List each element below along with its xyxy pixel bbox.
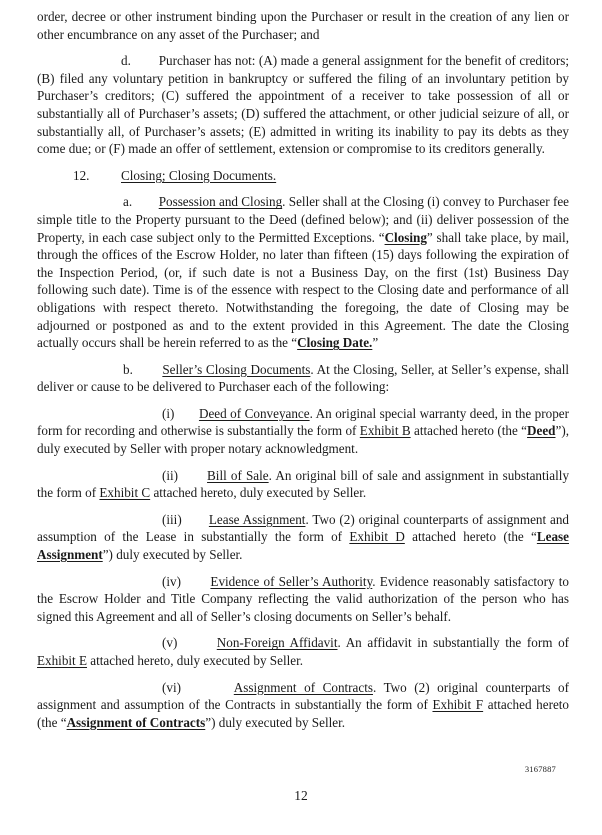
item-iv [37, 573, 569, 626]
paragraph-a-text-1: . Seller shall at the Closing (i) convey to Purchaser fee simple title to the Property pursuant to the Deed (defined below); and (ii) deliver possession of the Property, in each case subject only to the Permitted Exceptions. “ [37, 194, 569, 245]
exhibit-f-ref: Exhibit F [432, 697, 484, 713]
item-v [37, 634, 569, 669]
item-iv-text-1: . Evidence reasonably satisfactory to the Escrow Holder and Title Company reflecting the valid authorization of the person who has signed this Agreement and all of Seller’s closing documents on Seller’s behalf. [37, 573, 569, 624]
paragraph-continuation: order, decree or other instrument binding upon the Purchaser or result in the creation of any lien or other encumbrance on any asset of the Purchaser; and [37, 9, 569, 42]
exhibit-c-ref: Exhibit C [99, 485, 151, 501]
exhibit-e-ref: Exhibit E [37, 653, 88, 668]
defined-term-assignment-of-contracts: Assignment of Contracts [66, 714, 206, 730]
paragraph-a-text-2: ” shall take place, by mail, through the offices of the Escrow Holder, no later than fifteen (15) days following the expiration of the Inspection Period, (or, if such date is not a Business Day, on the first (1st) Business Day following such date). Time is of the essence with respect to the Closing date and performance of all obligations with respect thereto. Notwithstanding the foregoing, the date of Closing may be adjourned or postponed as and to the extent provided in this Agreement. The date the Closing actually occurs shall be herein referred to as the “ [37, 229, 569, 351]
item-ii-text-1: . An original bill of sale and assignment in substantially the form of [37, 467, 570, 501]
item-iv-number: (iv) [162, 573, 181, 589]
section-12-heading [37, 167, 569, 185]
item-ii-title: Bill of Sale [207, 467, 269, 483]
section-12-number: 12. [73, 167, 90, 183]
item-iii-title: Lease Assignment [208, 511, 306, 527]
paragraph-b-label: b. [123, 361, 133, 377]
exhibit-d-ref: Exhibit D [349, 529, 405, 545]
paragraph-a-label: a. [123, 194, 133, 210]
item-vi-number: (vi) [162, 679, 181, 695]
item-i-title: Deed of Conveyance [198, 405, 310, 421]
paragraph-b-title: Seller’s Closing Documents [162, 361, 311, 377]
item-i-text-2: attached hereto (the “ [410, 423, 528, 439]
paragraph-b [37, 361, 569, 396]
defined-term-deed: Deed [527, 423, 556, 439]
item-v-text-2: attached hereto, duly executed by Seller. [87, 653, 304, 668]
defined-term-lease-assignment: Lease Assignment [37, 529, 569, 563]
item-v-title: Non-Foreign Affidavit [216, 635, 338, 651]
item-i [37, 405, 569, 458]
item-iii-number: (iii) [162, 511, 182, 527]
item-iii-text-1: . Two (2) original counterparts of assignment and assumption of the Lease in substantially the form of [37, 511, 570, 545]
paragraph-a-title: Possession and Closing [158, 194, 283, 210]
paragraph-a [37, 193, 569, 351]
item-vi-text-1: . Two (2) original counterparts of assignment and assumption of the Contracts in substantially the form of [37, 679, 570, 713]
paragraph-d-text: Purchaser has not: (A) made a general assignment for the benefit of creditors; (B) filed any voluntary petition in bankruptcy or suffered the filing of an involuntary petition by Purchaser’s creditors; (C) suffered the appointment of a receiver to take possession of all or substantially all of Purchaser’s assets; (D) suffered the attachment, or other judicial seizure of all, or substantially all, of Purchaser’s assets; (E) admitted in writing its inability to pay its debts as they come due; or (F) made an offer of settlement, extension or compromise to its creditors generally. [37, 53, 569, 157]
item-iii-text-2: attached hereto (the “ [404, 529, 537, 545]
paragraph-d [37, 52, 569, 158]
item-vi [37, 679, 569, 732]
paragraph-d-label: d. [121, 53, 131, 69]
item-vi-text-3: ”) duly executed by Seller. [205, 714, 346, 730]
item-ii [37, 467, 569, 502]
item-iv-title: Evidence of Seller’s Authority [210, 573, 373, 589]
item-v-text-1: . An affidavit in substantially the form of [337, 635, 570, 651]
defined-term-closing: Closing [384, 229, 427, 245]
item-i-text-1: . An original special warranty deed, in the proper form for recording and otherwise is substantially the form of [37, 405, 569, 439]
item-iii-text-3: ”) duly executed by Seller. [102, 547, 243, 563]
item-vi-text-2: attached hereto (the “ [37, 697, 569, 730]
exhibit-b-ref: Exhibit B [359, 423, 411, 439]
item-i-text-3: ”), duly executed by Seller with proper notary acknowledgment. [37, 423, 569, 457]
paragraph-b-text: . At the Closing, Seller, at Seller’s expense, shall deliver or cause to be delivered to Purchaser each of the following: [37, 361, 570, 395]
item-ii-text-2: attached hereto, duly executed by Seller. [150, 485, 367, 501]
paragraph-a-text-3: ” [372, 335, 379, 351]
item-ii-number: (ii) [162, 467, 179, 483]
item-vi-title: Assignment of Contracts [233, 679, 373, 695]
section-12-title: Closing; Closing Documents. [121, 167, 277, 183]
item-iii [37, 511, 569, 564]
item-i-number: (i) [162, 405, 175, 421]
page-number: 12 [294, 788, 308, 803]
item-v-number: (v) [162, 635, 178, 651]
document-id: 3167887 [524, 764, 556, 774]
defined-term-closing-date: Closing Date. [297, 335, 373, 351]
